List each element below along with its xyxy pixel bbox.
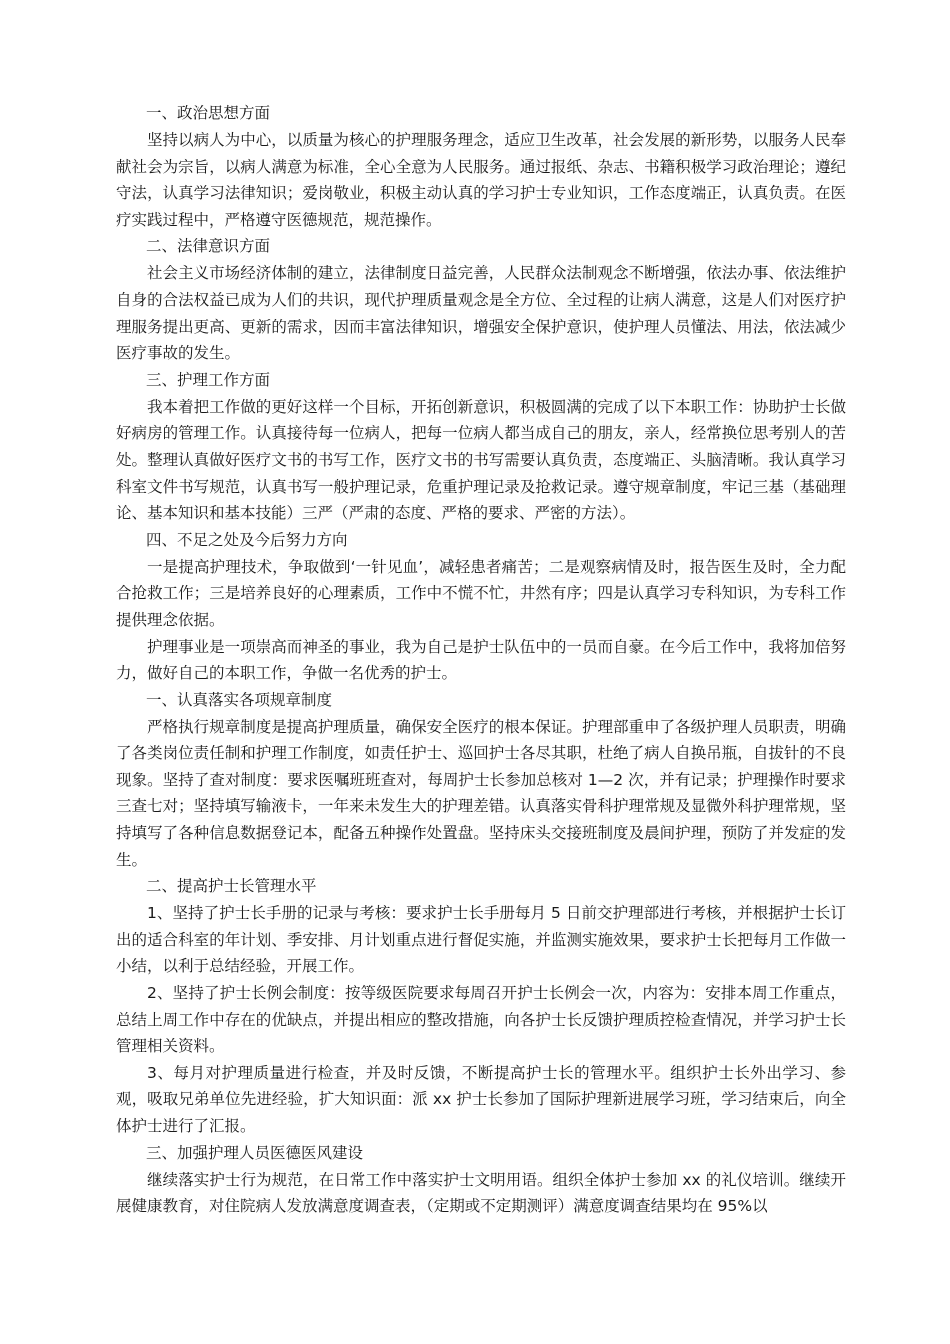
section-heading-head-nurse-management: 二、提高护士长管理水平 (146, 877, 317, 896)
section-heading-legal: 二、法律意识方面 (146, 237, 271, 256)
paragraph-political: 坚持以病人为中心，以质量为核心的护理服务理念，适应卫生改革，社会发展的新形势，以服务人民奉献社会为宗旨，以病人满意为标准，全心全意为人民服务。通过报纸、杂志、书籍积极学习政治理论；遵纪守法，认真学习法律知识；爱岗敬业，积极主动认真的学习护士专业知识，工作态度端正，认真负责。在医疗实践过程中，严格遵守医德规范，规范操作。 (116, 131, 846, 229)
section-heading-nursing-work: 三、护理工作方面 (146, 370, 271, 389)
paragraph-management-2: 2、坚持了护士长例会制度：按等级医院要求每周召开护士长例会一次，内容为：安排本周工作重点，总结上周工作中存在的优缺点，并提出相应的整改措施，向各护士长反馈护理质控检查情况，并学习护士长管理相关资料。 (116, 984, 846, 1056)
document-body (116, 100, 846, 1220)
section-heading-regulations: 一、认真落实各项规章制度 (146, 690, 333, 709)
paragraph-regulations: 严格执行规章制度是提高护理质量，确保安全医疗的根本保证。护理部重申了各级护理人员职责，明确了各类岗位责任制和护理工作制度，如责任护士、巡回护士各尽其职，杜绝了病人自换吊瓶，自拔针的不良现象。坚持了查对制度：要求医嘱班班查对，每周护士长参加总核对 1—2 次，并有记录；护理操作时要求三查七对；坚持填写输液卡，一年来未发生大的护理差错。认真落实骨科护理常规及显微外科护理常规，坚持填写了各种信息数据登记本，配备五种操作处置盘。坚持床头交接班制度及晨间护理，预防了并发症的发生。 (116, 717, 846, 869)
section-heading-political: 一、政治思想方面 (146, 104, 271, 122)
paragraph-legal: 社会主义市场经济体制的建立，法律制度日益完善，人民群众法制观念不断增强，依法办事、依法维护自身的合法权益已成为人们的共识，现代护理质量观念是全方位、全过程的让病人满意，这是人们对医疗护理服务提出更高、更新的需求，因而丰富法律知识，增强安全保护意识，使护理人员懂法、用法，依法减少医疗事故的发生。 (116, 264, 846, 363)
section-heading-medical-ethics: 三、加强护理人员医德医风建设 (146, 1143, 364, 1162)
paragraph-nursing-career: 护理事业是一项崇高而神圣的事业，我为自己是护士队伍中的一员而自豪。在今后工作中，我将加倍努力，做好自己的本职工作，争做一名优秀的护士。 (116, 637, 846, 683)
paragraph-shortcomings: 一是提高护理技术，争取做到‘一针见血’，减轻患者痛苦；二是观察病情及时，报告医生及时，全力配合抢救工作；三是培养良好的心理素质，工作中不慌不忙，井然有序；四是认真学习专科知识，为专科工作提供理念依据。 (116, 557, 846, 629)
paragraph-management-3: 3、每月对护理质量进行检查，并及时反馈，不断提高护士长的管理水平。组织护士长外出学习、参观，吸取兄弟单位先进经验，扩大知识面：派 xx 护士长参加了国际护理新进展学习班，学习结束后，向全体护士进行了汇报。 (116, 1063, 846, 1135)
paragraph-medical-ethics: 继续落实护士行为规范，在日常工作中落实护士文明用语。组织全体护士参加 xx 的礼仪培训。继续开展健康教育，对住院病人发放满意度调查表，（定期或不定期测评）满意度调查结果均在 95%以 (116, 1170, 846, 1216)
paragraph-nursing-work: 我本着把工作做的更好这样一个目标，开拓创新意识，积极圆满的完成了以下本职工作：协助护士长做好病房的管理工作。认真接待每一位病人，把每一位病人都当成自己的朋友，亲人，经常换位思考别人的苦处。整理认真做好医疗文书的书写工作，医疗文书的书写需要认真负责，态度端正、头脑清晰。我认真学习科室文件书写规范，认真书写一般护理记录，危重护理记录及抢救记录。遵守规章制度，牢记三基（基础理论、基本知识和基本技能）三严（严肃的态度、严格的要求、严密的方法）。 (116, 397, 846, 523)
section-heading-shortcomings: 四、不足之处及今后努力方向 (146, 530, 348, 549)
paragraph-management-1: 1、坚持了护士长手册的记录与考核：要求护士长手册每月 5 日前交护理部进行考核，并根据护士长订出的适合科室的年计划、季安排、月计划重点进行督促实施，并监测实施效果，要求护士长把每月工作做一小结，以利于总结经验，开展工作。 (116, 904, 846, 976)
